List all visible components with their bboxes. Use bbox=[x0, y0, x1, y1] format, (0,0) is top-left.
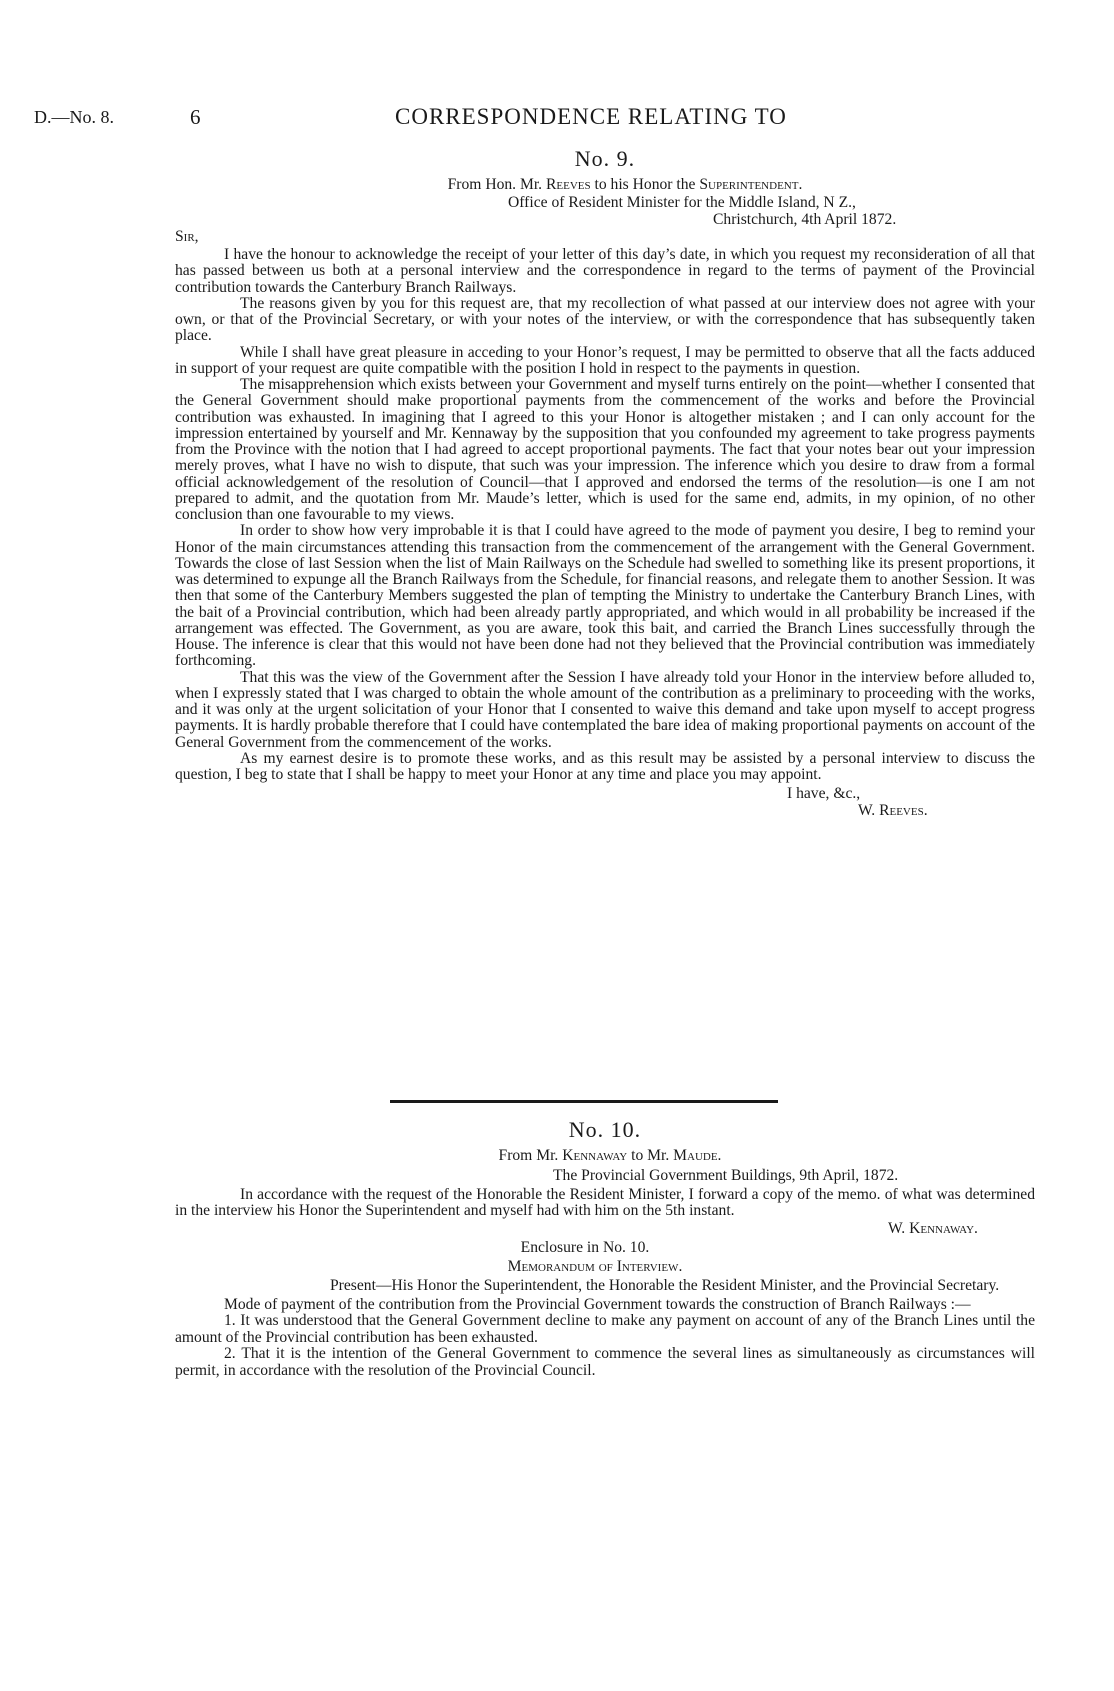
letter-10-signature: W. Kennaway. bbox=[888, 1219, 978, 1237]
letter-9-number: No. 9. bbox=[574, 146, 636, 171]
memorandum-present: Present—His Honor the Superintendent, the Honorable the Resident Minister, and the Provincial Secretary. bbox=[330, 1276, 1000, 1294]
running-title: CORRESPONDENCE RELATING TO bbox=[395, 104, 787, 129]
letter-9-paragraph: In order to show how very improbable it is that I could have agreed to the mode of payment you desire, I beg to remind your Honor of the main circumstances attending this transaction from the commencement of the arrangement with the General Government. Towards the close of last Session when the list of Main Railways on the Schedule had swelled to something like its present proportions, it was determined to expunge all the Branch Railways from the Schedule, for financial reasons, and relegate them to another Session. It was then that some of the Canterbury Members suggested the plan of tempting the Ministry to undertake the Canterbury Branch Lines, with the bait of a Provincial contribution, which had been already partly appropriated, and which would in all probability be increased if the arrangement was effected. The Government, as you are aware, took this bait, and carried the Branch Lines successfully through the House. The inference is clear that this would not have been done had not they believed that the Provincial contribution was immediately forthcoming. bbox=[175, 522, 1035, 670]
letter-9-paragraph: The misapprehension which exists between your Government and myself turns entirely on the point—whether I consented that the General Government should make proportional payments from the commencement of the works and before the Provincial contribution was exhausted. In imagining that I agreed to this your Honor is altogether mistaken ; and I can only account for the impression entertained by yourself and Mr. Kennaway by the supposition that you confounded my agreement to take progress payments from the Province with the notion that I had agreed to accept proportional payments. The fact that your notes bear out your impression merely proves, what I have no wish to dispute, that such was your impression. The inference which you desire to draw from a formal official acknowledgement of the resolution of Council—that I approved and endorsed the terms of the resolution—is one I am not prepared to admit, and the quotation from Mr. Maude’s letter, which is used for the same end, admits, in my opinion, of no other conclusion than one favourable to my views. bbox=[175, 376, 1035, 523]
letter-10-recipient: Maude. bbox=[673, 1147, 722, 1164]
letter-10 bbox=[175, 1117, 1035, 1379]
letter-9-paragraph: While I shall have great pleasure in acceding to your Honor’s request, I may be permitted to observe that all the facts adduced in support of your request are quite compatible with the position I hold in respect to the payments in question. bbox=[175, 343, 1035, 377]
memorandum-title: Memorandum of Interview. bbox=[507, 1257, 683, 1275]
letter-9-paragraph: The reasons given by you for this request are, that my recollection of what passed at our interview does not agree with your own, or that of the Provincial Secretary, or with your notes of the interview, or with the correspondence that has subsequently taken place. bbox=[175, 294, 1035, 345]
letter-9-salutation: Sir, bbox=[175, 228, 199, 245]
letter-9-address-line-2: Christchurch, 4th April 1872. bbox=[713, 211, 897, 228]
letter-9-paragraph: I have the honour to acknowledge the receipt of your letter of this day’s date, in which you request my reconsideration of all that has passed between us both at a personal interview and the correspondence in regard to the terms of payment of the Provincial contribution towards the Canterbury Branch Railways. bbox=[175, 246, 1035, 296]
letter-10-body: In accordance with the request of the Honorable the Resident Minister, I forward a copy of the memo. of what was determined in the interview his Honor the Superintendent and myself had with him on the 5th instant. bbox=[175, 1186, 1035, 1220]
letter-9-closing: I have, &c., bbox=[787, 785, 861, 803]
letter-10-author: Kennaway bbox=[562, 1147, 628, 1164]
letter-9 bbox=[175, 146, 1035, 819]
letter-9-paragraph: That this was the view of the Government after the Session I have already told your Honor in the interview before alluded to, when I expressly stated that I was charged to obtain the whole amount of the contribution as a preliminary to proceeding with the works, and it was only at the urgent solicitation of your Honor that I consented to waive this demand and take upon myself to accept progress payments. It is hardly probable therefore that I could have contemplated the bare idea of making proportional payments on account of the General Government from the commencement of the works. bbox=[175, 668, 1035, 751]
enclosure-title: Enclosure in No. 10. bbox=[520, 1238, 650, 1256]
letter-10-from: From Mr. Kennaway to Mr. Maude. bbox=[498, 1147, 722, 1164]
letter-9-paragraph: As my earnest desire is to promote these works, and as this result may be assisted by a personal interview to discuss the question, I beg to state that I shall be happy to meet your Honor at any time and place you may appoint. bbox=[175, 749, 1035, 783]
letter-9-recipient: Superintendent. bbox=[699, 176, 803, 193]
section-divider bbox=[390, 1100, 778, 1103]
memorandum-item: 2. That it is the intention of the General Government to commence the several lines as simultaneously as circumstances will permit, in accordance with the resolution of the Provincial Council. bbox=[175, 1345, 1035, 1379]
memorandum-item: 1. It was understood that the General Government decline to make any payment on account of any of the Branch Lines until the amount of the Provincial contribution has been exhausted. bbox=[175, 1312, 1035, 1346]
letter-9-address-line-1: Office of Resident Minister for the Middle Island, N Z., bbox=[508, 194, 856, 211]
memorandum-mode: Mode of payment of the contribution from the Provincial Government towards the construction of Branch Railways :— bbox=[224, 1295, 971, 1313]
page-number: 6 bbox=[190, 105, 201, 129]
letter-9-signature: W. Reeves. bbox=[858, 802, 928, 820]
letter-10-number: No. 10. bbox=[568, 1117, 642, 1142]
letter-9-author: Reeves bbox=[545, 176, 591, 193]
letter-10-address: The Provincial Government Buildings, 9th April, 1872. bbox=[553, 1167, 899, 1184]
letter-9-from: From Hon. Mr. Reeves to his Honor the Superintendent. bbox=[447, 176, 803, 193]
document-reference: D.—No. 8. bbox=[34, 107, 114, 127]
